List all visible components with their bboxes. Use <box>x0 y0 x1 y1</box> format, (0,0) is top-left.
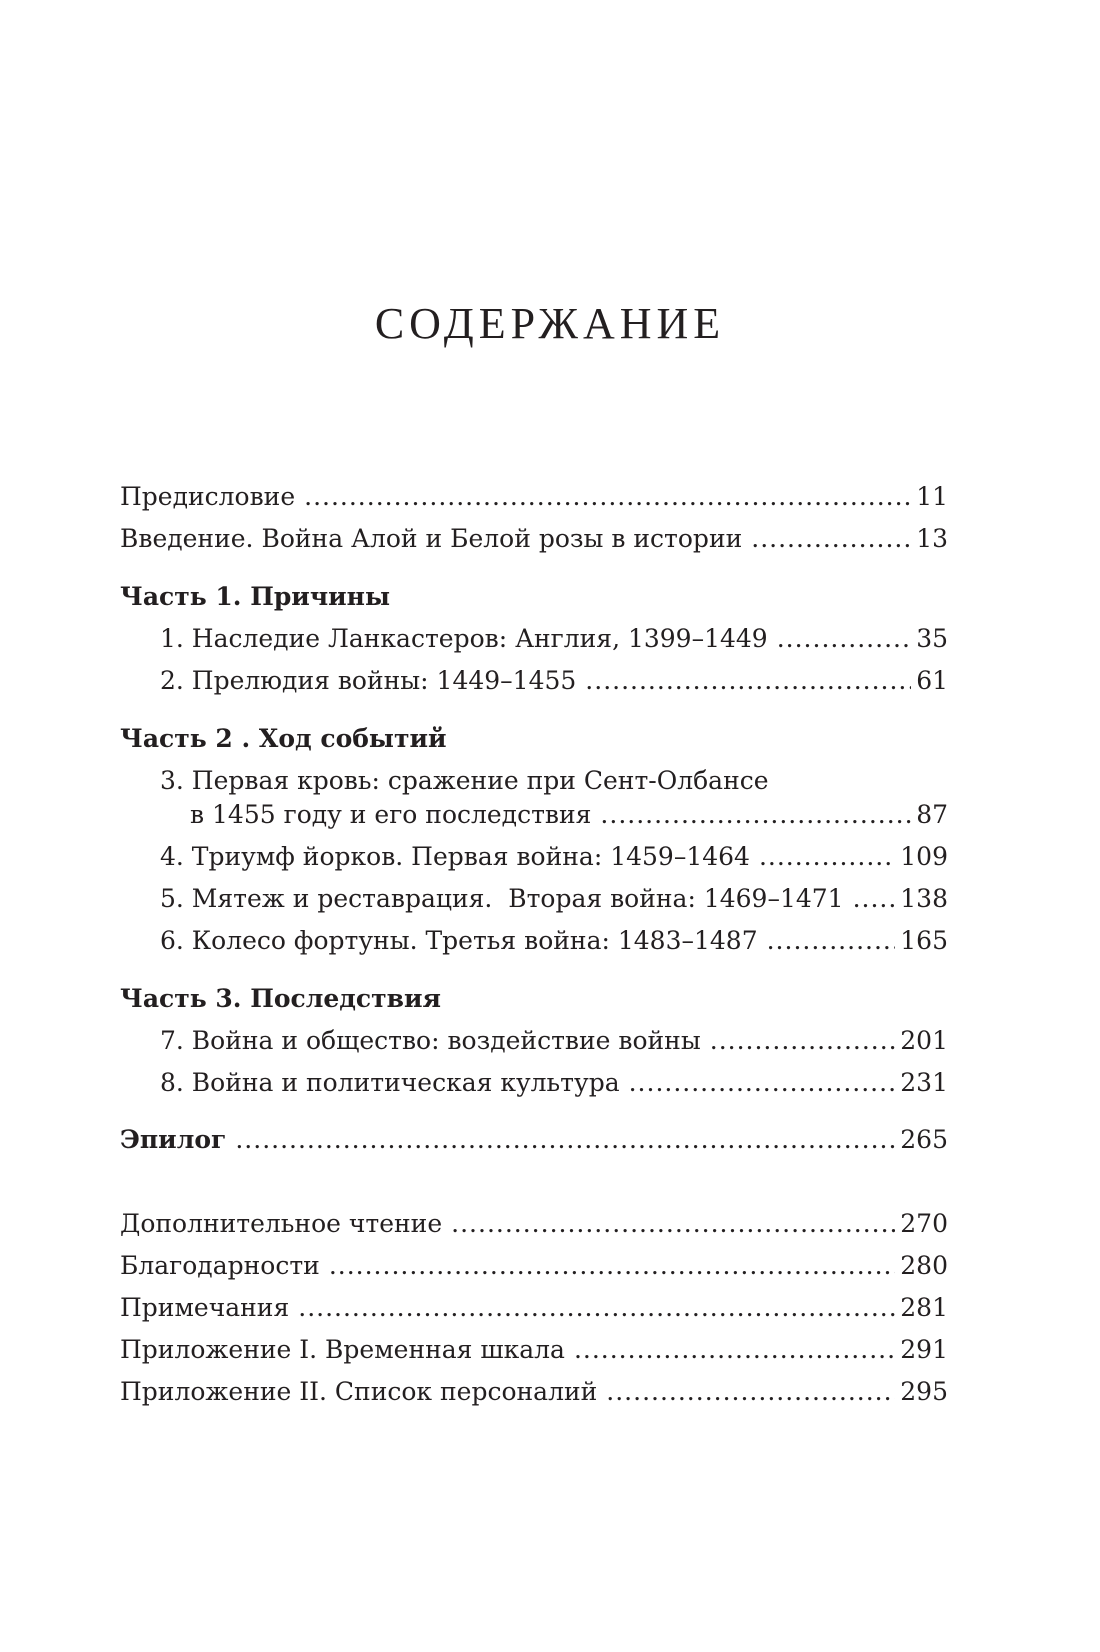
dot-leader <box>235 1127 895 1152</box>
toc-entry-label: Приложение II. Список персоналий <box>120 1377 598 1406</box>
dot-leader <box>629 1070 896 1095</box>
dot-leader <box>574 1337 895 1362</box>
toc-entry-chapter-1[interactable] <box>160 626 948 651</box>
dot-leader <box>751 526 911 551</box>
toc-entry-page: 270 <box>900 1209 948 1238</box>
dot-leader <box>853 886 896 911</box>
toc-entry-label: Приложение I. Временная шкала <box>120 1335 565 1364</box>
dot-leader <box>298 1295 895 1320</box>
toc-entry-appendix-1[interactable] <box>120 1337 948 1362</box>
toc-entry-acknowledgements[interactable] <box>120 1253 948 1278</box>
toc-entry-page: 265 <box>900 1125 948 1154</box>
dot-leader <box>329 1253 895 1278</box>
toc-entry-notes[interactable] <box>120 1295 948 1320</box>
toc-entry-page: 11 <box>916 482 948 511</box>
toc-entry-chapter-5[interactable] <box>160 886 948 911</box>
toc-entry-page: 87 <box>916 800 948 829</box>
toc-entry-label: Предисловие <box>120 482 296 511</box>
toc-entry-chapter-3[interactable] <box>190 802 948 827</box>
toc-entry-page: 138 <box>900 884 948 913</box>
toc-entry-page: 13 <box>916 524 948 553</box>
toc-entry-page: 35 <box>916 624 948 653</box>
toc-entry-further-reading[interactable] <box>120 1211 948 1236</box>
toc-entry-chapter-2[interactable] <box>160 668 948 693</box>
toc-entry-page: 281 <box>900 1293 948 1322</box>
dot-leader <box>777 626 911 651</box>
toc-entry-chapter-7[interactable] <box>160 1028 948 1053</box>
toc-entry-page: 61 <box>916 666 948 695</box>
toc-entry-appendix-2[interactable] <box>120 1379 948 1404</box>
toc-entry-chapter-3-line1[interactable]: 3. Первая кровь: сражение при Сент-Олбансе <box>160 766 769 795</box>
toc-entry-chapter-8[interactable] <box>160 1070 948 1095</box>
toc-entry-page: 291 <box>900 1335 948 1364</box>
toc-entry-label: 5. Мятеж и реставрация. Вторая война: 1469–1471 <box>160 884 844 913</box>
part-1-heading: Часть 1. Причины <box>120 582 391 611</box>
dot-leader <box>585 668 911 693</box>
toc-entry-label: Примечания <box>120 1293 290 1322</box>
toc-entry-label: в 1455 году и его последствия <box>190 800 592 829</box>
toc-entry-label: 8. Война и политическая культура <box>160 1068 620 1097</box>
dot-leader <box>606 1379 895 1404</box>
toc-entry-page: 201 <box>900 1026 948 1055</box>
toc-entry-chapter-6[interactable] <box>160 928 948 953</box>
toc-entry-page: 109 <box>900 842 948 871</box>
toc-entry-label: 6. Колесо фортуны. Третья война: 1483–1487 <box>160 926 758 955</box>
toc-entry-page: 295 <box>900 1377 948 1406</box>
part-3-heading: Часть 3. Последствия <box>120 984 442 1013</box>
toc-entry-label: Эпилог <box>120 1125 227 1154</box>
dot-leader <box>767 928 896 953</box>
dot-leader <box>600 802 911 827</box>
dot-leader <box>759 844 895 869</box>
toc-entry-page: 165 <box>900 926 948 955</box>
toc-entry-introduction[interactable] <box>120 526 948 551</box>
toc-entry-label: 2. Прелюдия войны: 1449–1455 <box>160 666 577 695</box>
toc-entry-label: 7. Война и общество: воздействие войны <box>160 1026 701 1055</box>
dot-leader <box>304 484 911 509</box>
toc-entry-label: Введение. Война Алой и Белой розы в истории <box>120 524 743 553</box>
toc-entry-page: 280 <box>900 1251 948 1280</box>
dot-leader <box>451 1211 895 1236</box>
toc-entry-label: 1. Наследие Ланкастеров: Англия, 1399–1449 <box>160 624 768 653</box>
toc-entry-epilogue[interactable] <box>120 1127 948 1152</box>
toc-entry-page: 231 <box>900 1068 948 1097</box>
toc-entry-label: Благодарности <box>120 1251 320 1280</box>
part-2-heading: Часть 2 . Ход событий <box>120 724 447 753</box>
dot-leader <box>710 1028 896 1053</box>
toc-entry-label: Дополнительное чтение <box>120 1209 443 1238</box>
toc-entry-chapter-4[interactable] <box>160 844 948 869</box>
toc-entry-label: 4. Триумф йорков. Первая война: 1459–1464 <box>160 842 750 871</box>
toc-entry-preface[interactable] <box>120 484 948 509</box>
page-title: СОДЕРЖАНИЕ <box>374 299 726 348</box>
